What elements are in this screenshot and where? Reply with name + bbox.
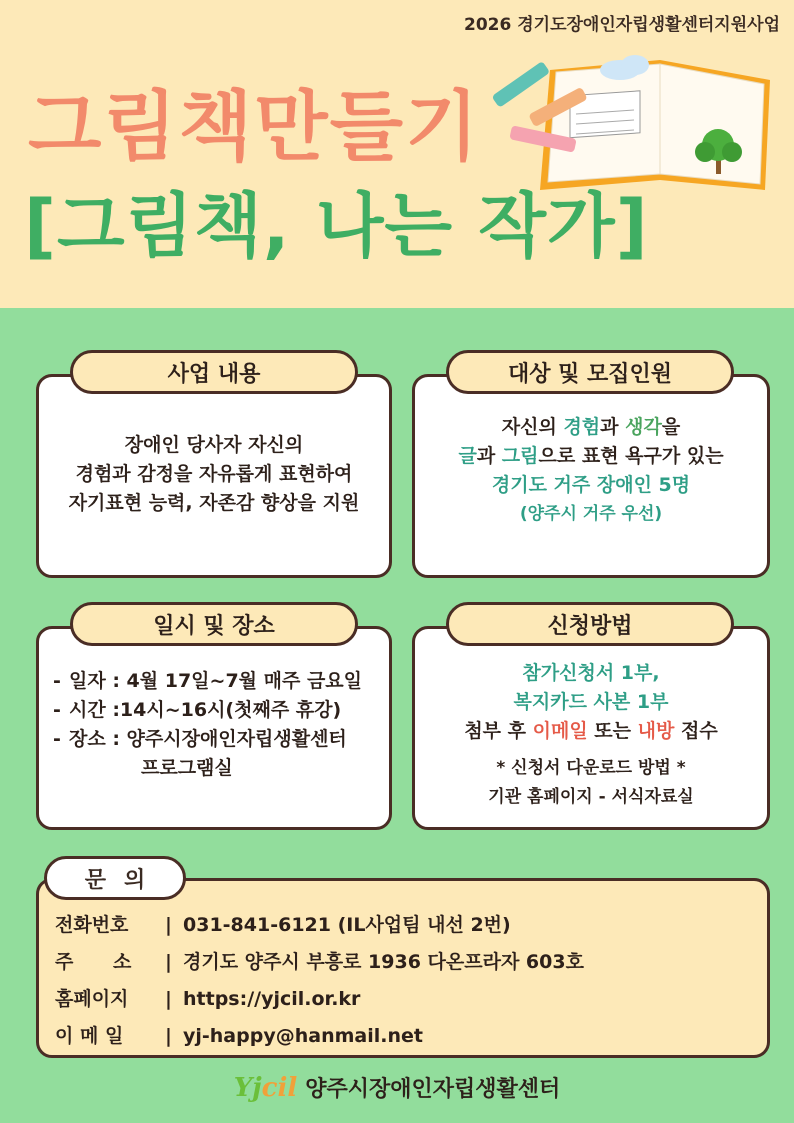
contact-address: 주 소 | 경기도 양주시 부흥로 1936 다온프라자 603호 bbox=[55, 951, 584, 973]
schedule-date: - 일자 : 4월 17일~7월 매주 금요일 bbox=[53, 670, 363, 692]
schedule-tab: 일시 및 장소 bbox=[70, 602, 358, 646]
schedule-place-room: 프로그램실 bbox=[141, 757, 233, 779]
target-tab: 대상 및 모집인원 bbox=[446, 350, 734, 394]
business-line: 장애인 당사자 자신의 bbox=[124, 434, 304, 456]
business-line: 경험과 감정을 자유롭게 표현하여 bbox=[75, 463, 353, 485]
apply-tab: 신청방법 bbox=[446, 602, 734, 646]
contact-homepage: 홈페이지 | https://yjcil.or.kr bbox=[55, 981, 584, 1018]
footer bbox=[0, 1072, 794, 1103]
target-card bbox=[412, 374, 770, 578]
homepage-link[interactable]: https://yjcil.or.kr bbox=[183, 988, 361, 1010]
target-line2: 글과 그림으로 표현 욕구가 있는 bbox=[458, 445, 724, 467]
apply-line2: 복지카드 사본 1부 bbox=[513, 691, 669, 713]
apply-card bbox=[412, 626, 770, 830]
org-name: 양주시장애인자립생활센터 bbox=[305, 1077, 561, 1102]
contact-email: 이 메 일 | yj-happy@hanmail.net bbox=[55, 1018, 584, 1055]
book-illustration bbox=[480, 40, 780, 200]
apply-line3: 첨부 후 이메일 또는 내방 접수 bbox=[464, 720, 718, 742]
contact-tab: 문의 bbox=[44, 856, 186, 900]
contact-phone: 전화번호 | 031-841-6121 (IL사업팀 내선 2번) bbox=[55, 914, 511, 936]
target-line3: 경기도 거주 장애인 5명 bbox=[491, 474, 691, 496]
target-note: (양주시 거주 우선) bbox=[519, 504, 663, 524]
sponsor-text: 2026 경기도장애인자립생활센터지원사업 bbox=[464, 15, 780, 35]
contact-box bbox=[36, 878, 770, 1058]
yjcil-logo: Yjcil bbox=[233, 1072, 298, 1103]
schedule-time: - 시간 :14시~16시(첫째주 휴강) bbox=[53, 699, 342, 721]
business-tab: 사업 내용 bbox=[70, 350, 358, 394]
business-line: 자기표현 능력, 자존감 향상을 지원 bbox=[68, 492, 360, 514]
apply-download-title: * 신청서 다운로드 방법 * bbox=[496, 758, 686, 778]
target-line1: 자신의 경험과 생각을 bbox=[501, 416, 681, 438]
open-book-icon bbox=[540, 60, 770, 190]
main-title: 그림책만들기 bbox=[28, 82, 481, 171]
schedule-card bbox=[36, 626, 392, 830]
business-card bbox=[36, 374, 392, 578]
email-link[interactable]: yj-happy@hanmail.net bbox=[183, 1025, 423, 1047]
sub-title: [그림책, 나는 작가] bbox=[24, 185, 649, 267]
schedule-place: - 장소 : 양주시장애인자립생활센터 bbox=[53, 728, 347, 750]
apply-line1: 참가신청서 1부, bbox=[522, 662, 660, 684]
apply-download-path: 기관 홈페이지 - 서식자료실 bbox=[488, 787, 694, 807]
